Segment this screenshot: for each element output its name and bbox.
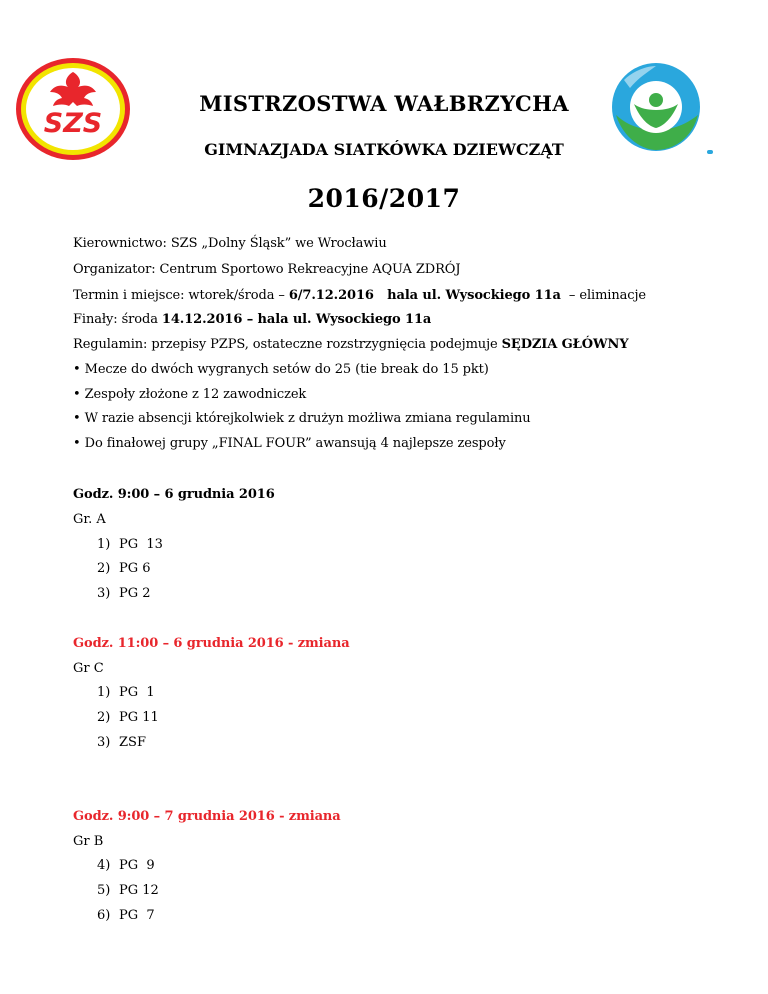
team-name: PG 11 — [119, 710, 159, 725]
team-name: ZSF — [119, 735, 146, 750]
team-number: 6) — [97, 908, 111, 923]
team-name: PG 9 — [119, 858, 155, 873]
team-name: PG 6 — [119, 561, 151, 576]
team-item — [97, 561, 151, 576]
team-name: PG 7 — [119, 908, 155, 923]
group-label: Gr. A — [73, 512, 106, 527]
schedule-time: Godz. 9:00 – 6 grudnia 2016 — [73, 487, 275, 502]
team-number: 2) — [97, 710, 111, 725]
bullet-item — [73, 362, 489, 377]
bullet-icon: • — [73, 387, 81, 402]
team-item — [97, 908, 155, 923]
group-label: Gr B — [73, 834, 104, 849]
team-item — [97, 685, 155, 700]
team-number: 1) — [97, 537, 111, 552]
bullet-text: Zespoły złożone z 12 zawodniczek — [84, 387, 307, 402]
finals-bold: 14.12.2016 – hala ul. Wysockiego 11a — [161, 312, 432, 327]
term-suffix: – eliminacje — [560, 288, 646, 303]
team-number: 3) — [97, 586, 111, 601]
rules-bold: SĘDZIA GŁÓWNY — [501, 337, 629, 352]
season-heading: 2016/2017 — [307, 184, 461, 213]
team-name: PG 12 — [119, 883, 159, 898]
team-number: 3) — [97, 735, 111, 750]
term-prefix: Termin i miejsce: wtorek/środa – — [73, 288, 289, 303]
team-name: PG 2 — [119, 586, 151, 601]
bullet-icon: • — [73, 362, 81, 377]
rules-prefix: Regulamin: przepisy PZPS, ostateczne rozstrzygnięcia podejmuje — [73, 337, 502, 352]
bullet-text: W razie absencji którejkolwiek z drużyn możliwa zmiana regulaminu — [84, 411, 531, 426]
finals-prefix: Finały: środa — [73, 312, 162, 327]
bullet-item — [73, 387, 306, 402]
rules-line — [73, 337, 629, 352]
team-number: 5) — [97, 883, 111, 898]
management-line: Kierownictwo: SZS „Dolny Śląsk” we Wrocławiu — [73, 236, 387, 251]
team-item — [97, 537, 163, 552]
schedule-time: Godz. 11:00 – 6 grudnia 2016 - zmiana — [73, 636, 350, 651]
bullet-icon: • — [73, 411, 81, 426]
team-number: 2) — [97, 561, 111, 576]
group-label: Gr C — [73, 661, 104, 676]
organizer-line: Organizator: Centrum Sportowo Rekreacyjne AQUA ZDRÓJ — [73, 262, 461, 277]
team-name: PG 13 — [119, 537, 163, 552]
team-number: 1) — [97, 685, 111, 700]
team-item — [97, 735, 146, 750]
bullet-item — [73, 411, 531, 426]
team-item — [97, 586, 151, 601]
bullet-item — [73, 436, 506, 451]
team-name: PG 1 — [119, 685, 155, 700]
bullet-text: Mecze do dwóch wygranych setów do 25 (tie break do 15 pkt) — [84, 362, 489, 377]
term-line — [73, 288, 646, 303]
schedule-time: Godz. 9:00 – 7 grudnia 2016 - zmiana — [73, 809, 341, 824]
team-number: 4) — [97, 858, 111, 873]
finals-line — [73, 312, 431, 327]
page-subtitle: GIMNAZJADA SIATKÓWKA DZIEWCZĄT — [204, 140, 564, 159]
bullet-text: Do finałowej grupy „FINAL FOUR” awansują 4 najlepsze zespoły — [84, 436, 506, 451]
team-item — [97, 710, 159, 725]
page-title: MISTRZOSTWA WAŁBRZYCHA — [199, 91, 569, 116]
bullet-icon: • — [73, 436, 81, 451]
team-item — [97, 883, 159, 898]
term-bold: 6/7.12.2016 hala ul. Wysockiego 11a — [288, 288, 561, 303]
team-item — [97, 858, 155, 873]
svg-text:SZS: SZS — [43, 108, 103, 139]
